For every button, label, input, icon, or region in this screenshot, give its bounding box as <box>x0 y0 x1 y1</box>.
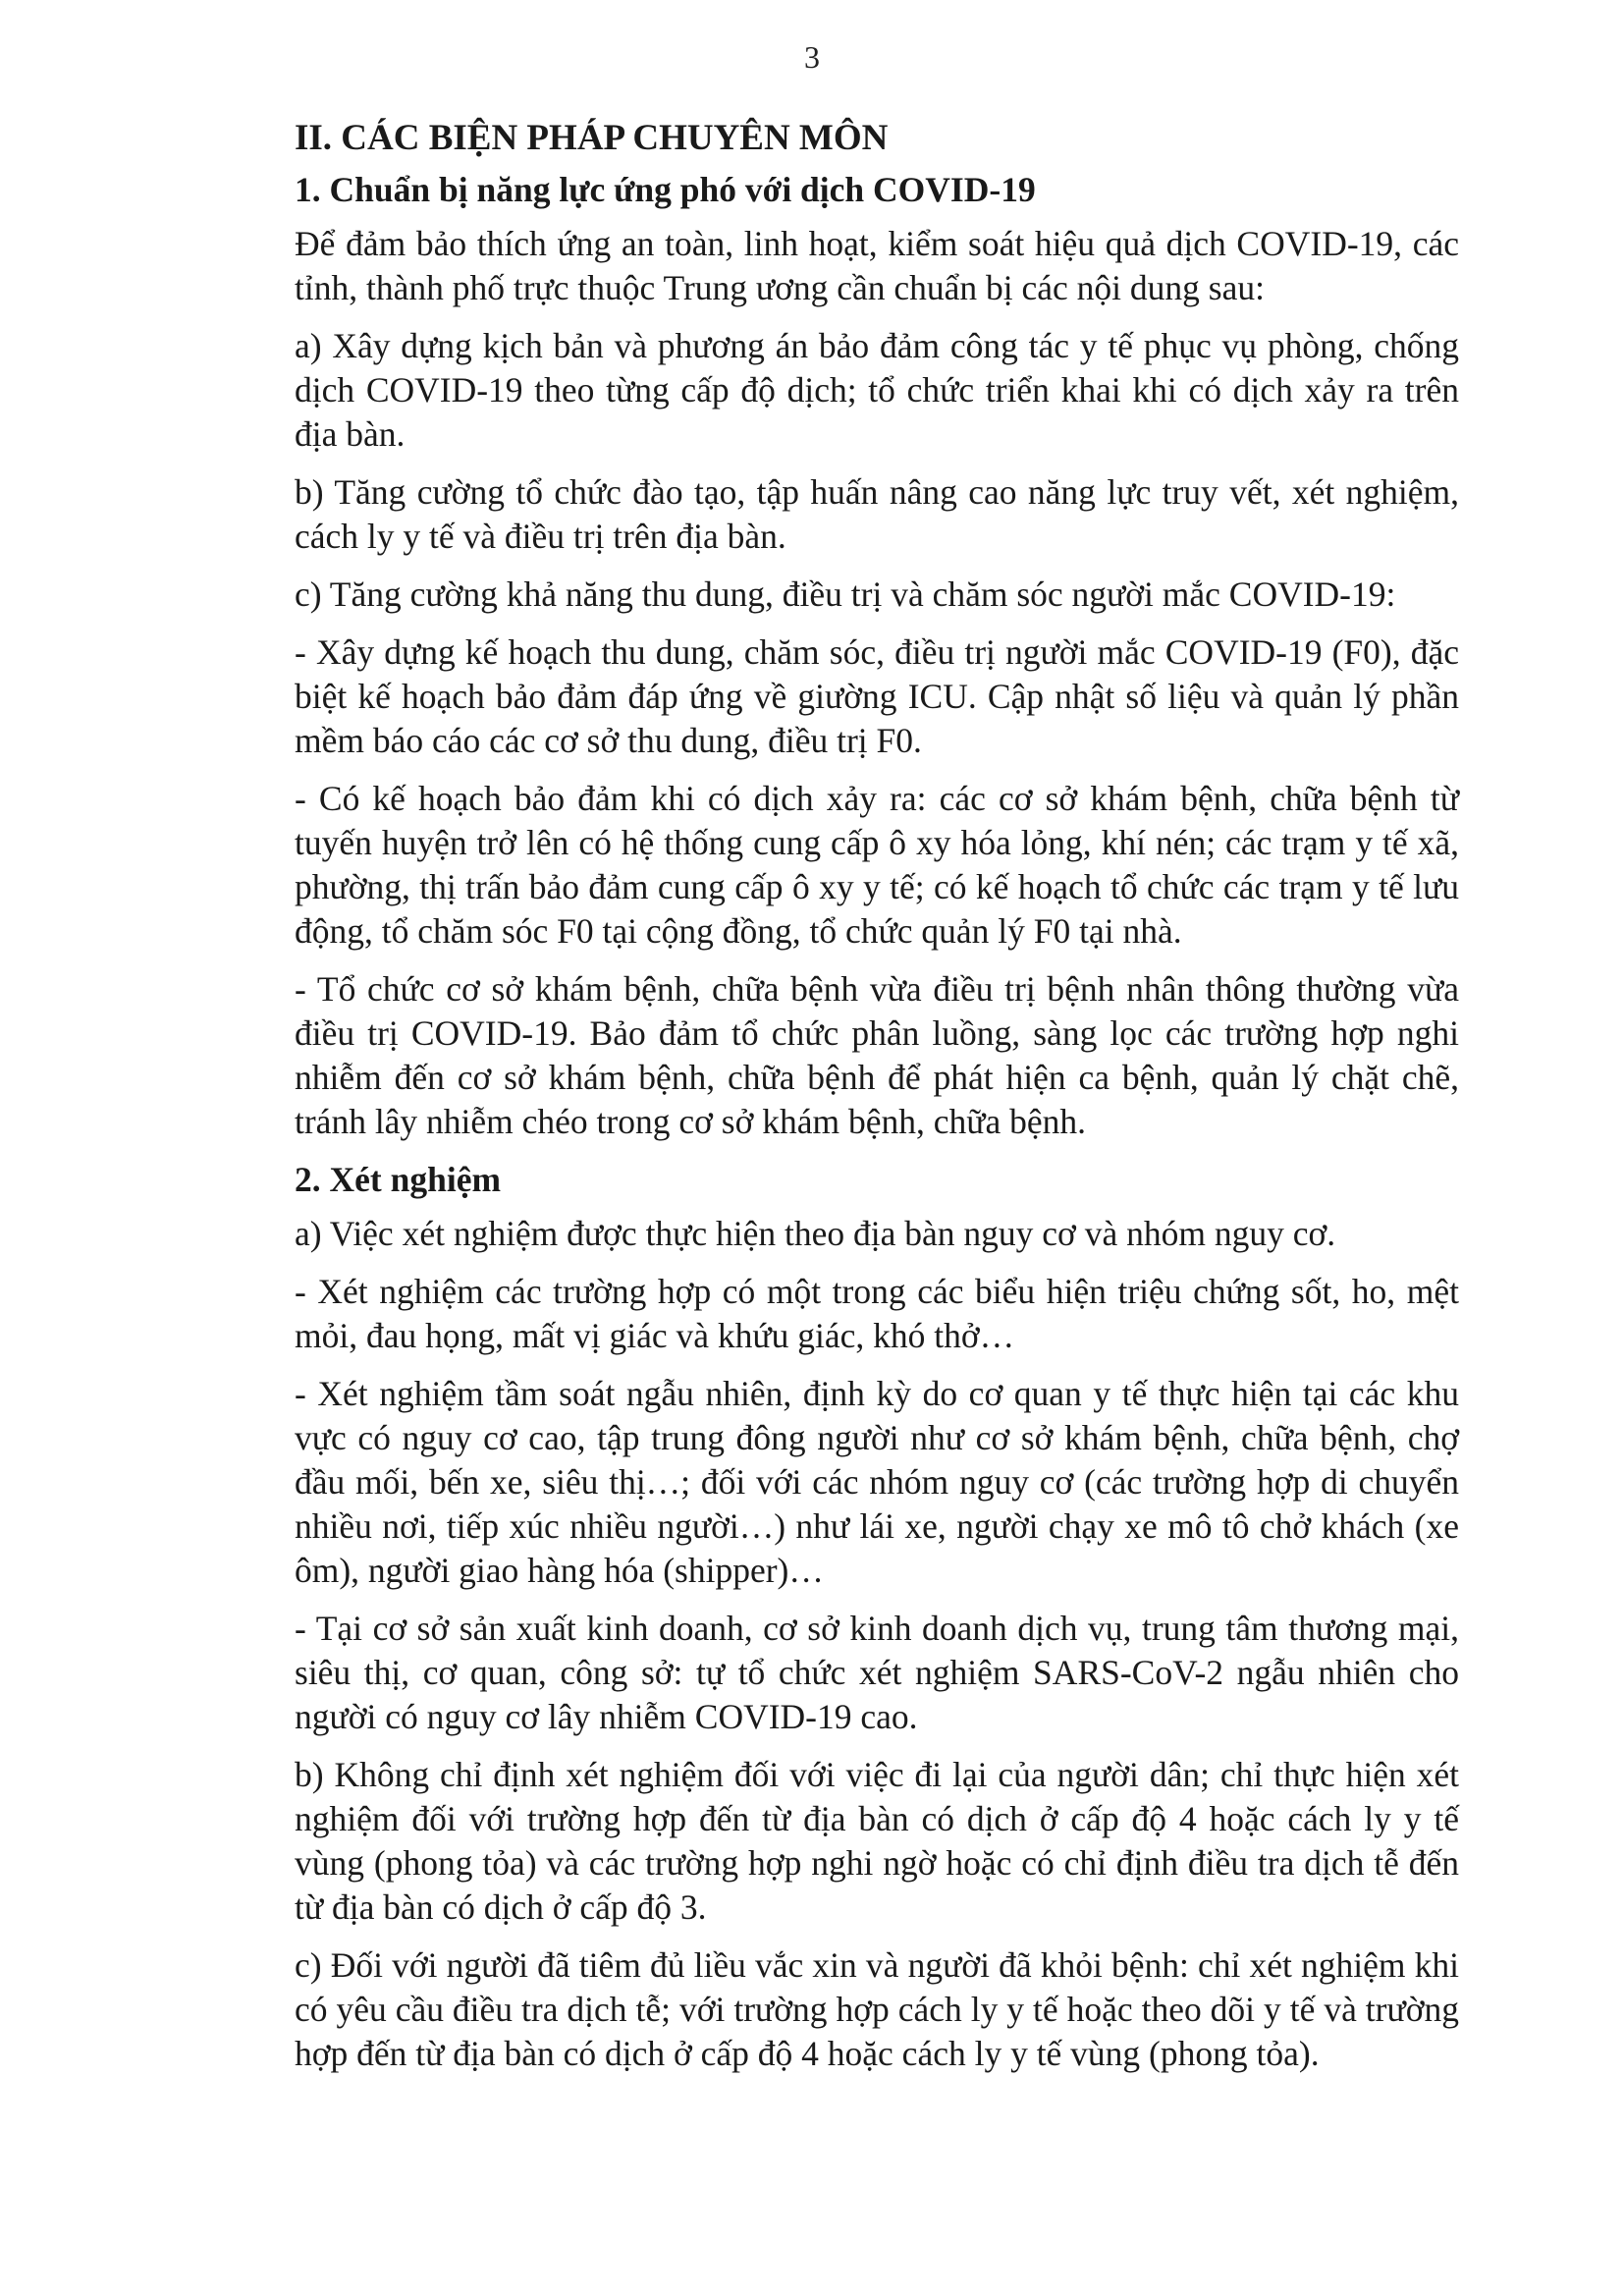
paragraph: - Xét nghiệm tầm soát ngẫu nhiên, định kỳ do cơ quan y tế thực hiện tại các khu vực có nguy cơ cao, tập trung đông người như cơ sở khám bệnh, chữa bệnh, chợ đầu mối, bến xe, siêu thị…; đối với các nhóm nguy cơ (các trường hợp di chuyển nhiều nơi, tiếp xúc nhiều người…) như lái xe, người chạy xe mô tô chở khách (xe ôm), người giao hàng hóa (shipper)… <box>295 1374 1459 1590</box>
paragraph: Để đảm bảo thích ứng an toàn, linh hoạt, kiểm soát hiệu quả dịch COVID-19, các tỉnh, thành phố trực thuộc Trung ương cần chuẩn bị các nội dung sau: <box>295 224 1459 307</box>
paragraph: b) Không chỉ định xét nghiệm đối với việc đi lại của người dân; chỉ thực hiện xét nghiệm đối với trường hợp đến từ địa bàn có dịch ở cấp độ 4 hoặc cách ly y tế vùng (phong tỏa) và các trường hợp nghi ngờ hoặc có chỉ định điều tra dịch tễ đến từ địa bàn có dịch ở cấp độ 3. <box>295 1755 1459 1927</box>
paragraph: - Có kế hoạch bảo đảm khi có dịch xảy ra: các cơ sở khám bệnh, chữa bệnh từ tuyến huyện trở lên có hệ thống cung cấp ô xy hóa lỏng, khí nén; các trạm y tế xã, phường, thị trấn bảo đảm cung cấp ô xy y tế; có kế hoạch tổ chức các trạm y tế lưu động, tổ chăm sóc F0 tại cộng đồng, tổ chức quản lý F0 tại nhà. <box>295 779 1459 951</box>
paragraph: c) Đối với người đã tiêm đủ liều vắc xin và người đã khỏi bệnh: chỉ xét nghiệm khi có yêu cầu điều tra dịch tễ; với trường hợp cách ly y tế hoặc theo dõi y tế và trường hợp đến từ địa bàn có dịch ở cấp độ 4 hoặc cách ly y tế vùng (phong tỏa). <box>295 1945 1459 2073</box>
subsection-heading-2: 2. Xét nghiệm <box>295 1160 502 1199</box>
document-body <box>295 116 1459 2090</box>
paragraph: a) Việc xét nghiệm được thực hiện theo địa bàn nguy cơ và nhóm nguy cơ. <box>295 1214 1336 1253</box>
paragraph: - Tổ chức cơ sở khám bệnh, chữa bệnh vừa điều trị bệnh nhân thông thường vừa điều trị COVID-19. Bảo đảm tổ chức phân luồng, sàng lọc các trường hợp nghi nhiễm đến cơ sở khám bệnh, chữa bệnh để phát hiện ca bệnh, quản lý chặt chẽ, tránh lây nhiễm chéo trong cơ sở khám bệnh, chữa bệnh. <box>295 969 1459 1141</box>
paragraph: - Tại cơ sở sản xuất kinh doanh, cơ sở kinh doanh dịch vụ, trung tâm thương mại, siêu thị, cơ quan, công sở: tự tổ chức xét nghiệm SARS-CoV-2 ngẫu nhiên cho người có nguy cơ lây nhiễm COVID-19 cao. <box>295 1609 1459 1736</box>
section-1-body <box>295 222 1459 1144</box>
paragraph: c) Tăng cường khả năng thu dung, điều trị và chăm sóc người mắc COVID-19: <box>295 574 1396 614</box>
paragraph: b) Tăng cường tổ chức đào tạo, tập huấn nâng cao năng lực truy vết, xét nghiệm, cách ly y tế và điều trị trên địa bàn. <box>295 472 1459 556</box>
subsection-heading-1: 1. Chuẩn bị năng lực ứng phó với dịch COVID-19 <box>295 170 1036 209</box>
page-number: 3 <box>804 39 820 75</box>
paragraph: a) Xây dựng kịch bản và phương án bảo đảm công tác y tế phục vụ phòng, chống dịch COVID-19 theo từng cấp độ dịch; tổ chức triển khai khi có dịch xảy ra trên địa bàn. <box>295 326 1459 454</box>
paragraph: - Xét nghiệm các trường hợp có một trong các biểu hiện triệu chứng sốt, ho, mệt mỏi, đau họng, mất vị giác và khứu giác, khó thở… <box>295 1272 1459 1355</box>
section-2-body <box>295 1212 1459 2076</box>
section-heading: II. CÁC BIỆN PHÁP CHUYÊN MÔN <box>295 118 889 158</box>
paragraph: - Xây dựng kế hoạch thu dung, chăm sóc, điều trị người mắc COVID-19 (F0), đặc biệt kế hoạch bảo đảm đáp ứng về giường ICU. Cập nhật số liệu và quản lý phần mềm báo cáo các cơ sở thu dung, điều trị F0. <box>295 632 1459 760</box>
